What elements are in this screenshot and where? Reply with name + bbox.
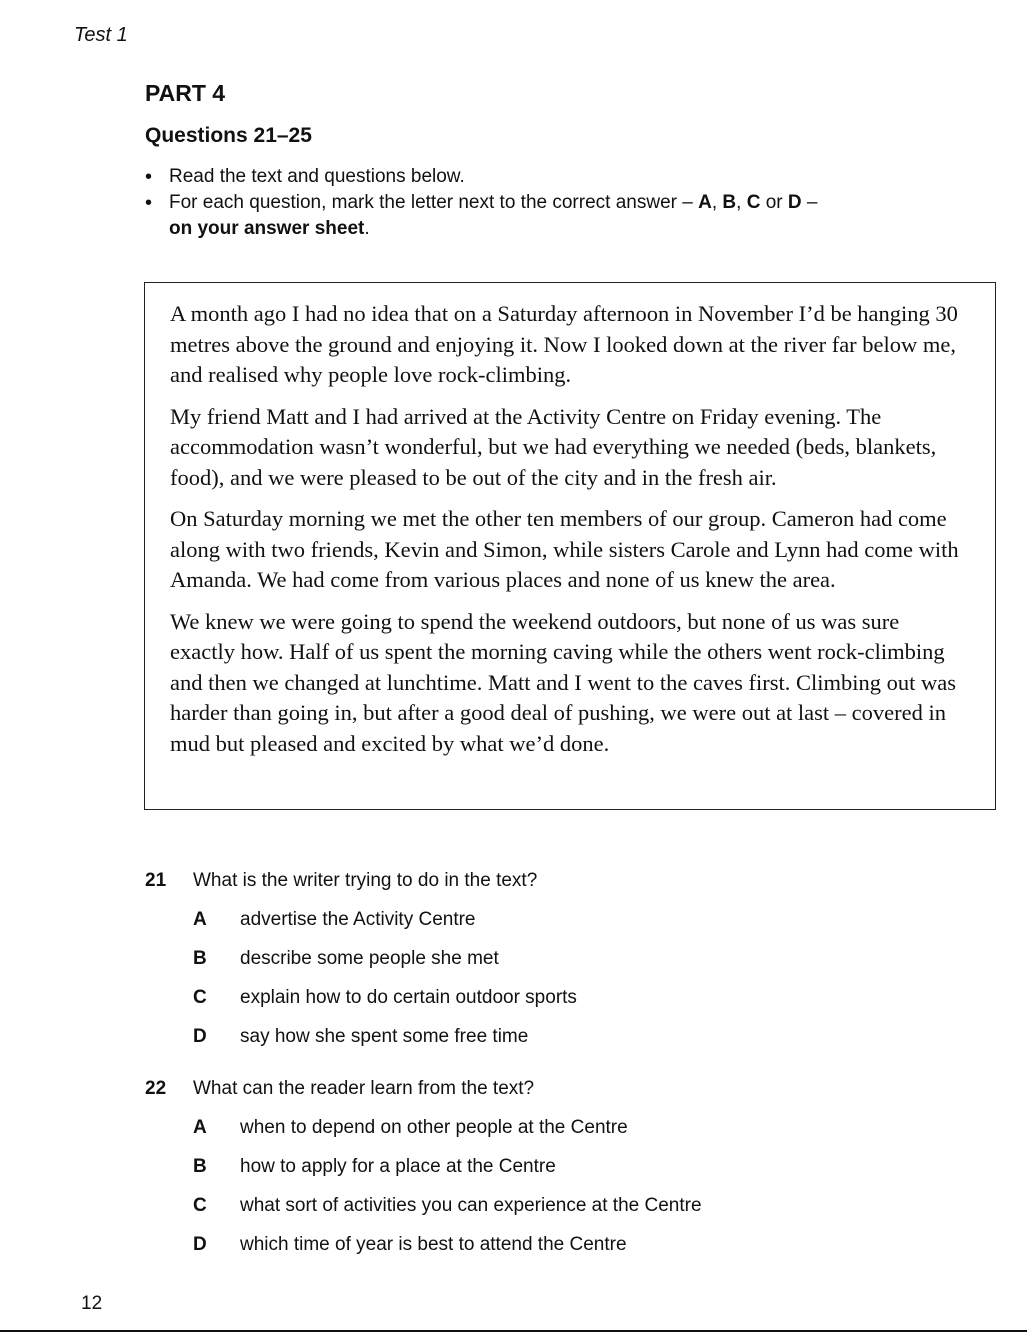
page-bottom-rule bbox=[0, 1330, 1027, 1332]
option-text: what sort of activities you can experience at the Centre bbox=[240, 1195, 702, 1216]
instruction-text: For each question, mark the letter next to the correct answer – bbox=[169, 192, 699, 213]
option-letter: D bbox=[193, 1234, 207, 1255]
question-number: 21 bbox=[145, 870, 167, 891]
option-letter: C bbox=[193, 1195, 207, 1216]
option-text: which time of year is best to attend the Centre bbox=[240, 1234, 627, 1255]
passage-paragraph: A month ago I had no idea that on a Saturday afternoon in November I’d be hanging 30 metres above the ground and enjoying it. Now I looked down at the river far below me, and realised why people love rock-climbing. bbox=[170, 301, 958, 387]
answer-option-c[interactable] bbox=[145, 985, 945, 1011]
answer-letter-b: B bbox=[722, 192, 737, 213]
option-text: explain how to do certain outdoor sports bbox=[240, 987, 577, 1008]
answer-option-b[interactable] bbox=[145, 946, 945, 972]
separator: . bbox=[364, 218, 370, 239]
option-letter: B bbox=[193, 1156, 207, 1177]
answer-sheet-emphasis: on your answer sheet bbox=[169, 218, 365, 239]
running-head: Test 1 bbox=[74, 24, 128, 46]
answer-option-d[interactable] bbox=[145, 1024, 945, 1050]
separator: , bbox=[736, 192, 747, 213]
option-letter: D bbox=[193, 1026, 207, 1047]
instruction-text: Read the text and questions below. bbox=[169, 166, 465, 187]
passage-paragraph: On Saturday morning we met the other ten members of our group. Cameron had come along with two friends, Kevin and Simon, while sisters Carole and Lynn had come with Amanda. We had come from various places and none of us knew the area. bbox=[170, 506, 959, 592]
answer-letter-d: D bbox=[787, 192, 802, 213]
separator: or bbox=[760, 192, 788, 213]
question-22 bbox=[145, 1076, 945, 1258]
question-stem bbox=[145, 1076, 945, 1102]
option-letter: A bbox=[193, 909, 207, 930]
answer-option-a[interactable] bbox=[145, 907, 945, 933]
separator: – bbox=[801, 192, 818, 213]
option-text: when to depend on other people at the Centre bbox=[240, 1117, 628, 1138]
answer-option-c[interactable] bbox=[145, 1193, 945, 1219]
instructions-list bbox=[145, 164, 945, 242]
answer-option-a[interactable] bbox=[145, 1115, 945, 1141]
option-text: advertise the Activity Centre bbox=[240, 909, 476, 930]
answer-letter-a: A bbox=[698, 192, 712, 213]
answer-letter-c: C bbox=[746, 192, 761, 213]
separator: , bbox=[711, 192, 723, 213]
instruction-item bbox=[145, 190, 945, 242]
questions-range-heading: Questions 21–25 bbox=[145, 124, 312, 147]
question-21 bbox=[145, 868, 945, 1050]
option-text: describe some people she met bbox=[240, 948, 499, 969]
question-text: What can the reader learn from the text? bbox=[193, 1078, 535, 1099]
instruction-item bbox=[145, 164, 945, 190]
question-number: 22 bbox=[145, 1078, 167, 1099]
option-letter: A bbox=[193, 1117, 207, 1138]
passage-paragraph: My friend Matt and I had arrived at the Activity Centre on Friday evening. The accommodation wasn’t wonderful, but we had everything we needed (beds, blankets, food), and we were pleased to be out of the city and in the fresh air. bbox=[170, 403, 937, 490]
answer-option-d[interactable] bbox=[145, 1232, 945, 1258]
question-text: What is the writer trying to do in the text? bbox=[193, 870, 538, 891]
answer-option-b[interactable] bbox=[145, 1154, 945, 1180]
option-text: say how she spent some free time bbox=[240, 1026, 529, 1047]
option-letter: C bbox=[193, 987, 207, 1008]
part-title: PART 4 bbox=[145, 80, 226, 106]
option-text: how to apply for a place at the Centre bbox=[240, 1156, 556, 1177]
page-number: 12 bbox=[81, 1293, 103, 1314]
reading-passage bbox=[144, 282, 996, 810]
passage-paragraph: We knew we were going to spend the weekend outdoors, but none of us was sure exactly how. Half of us spent the morning caving while the others went rock-climbing and then we changed at lunchtime. Matt and I went to the caves first. Climbing out was harder than going in, but after a good deal of pushing, we were out at last – covered in mud but pleased and excited by what we’d done. bbox=[170, 608, 957, 756]
question-stem bbox=[145, 868, 945, 894]
option-letter: B bbox=[193, 948, 207, 969]
